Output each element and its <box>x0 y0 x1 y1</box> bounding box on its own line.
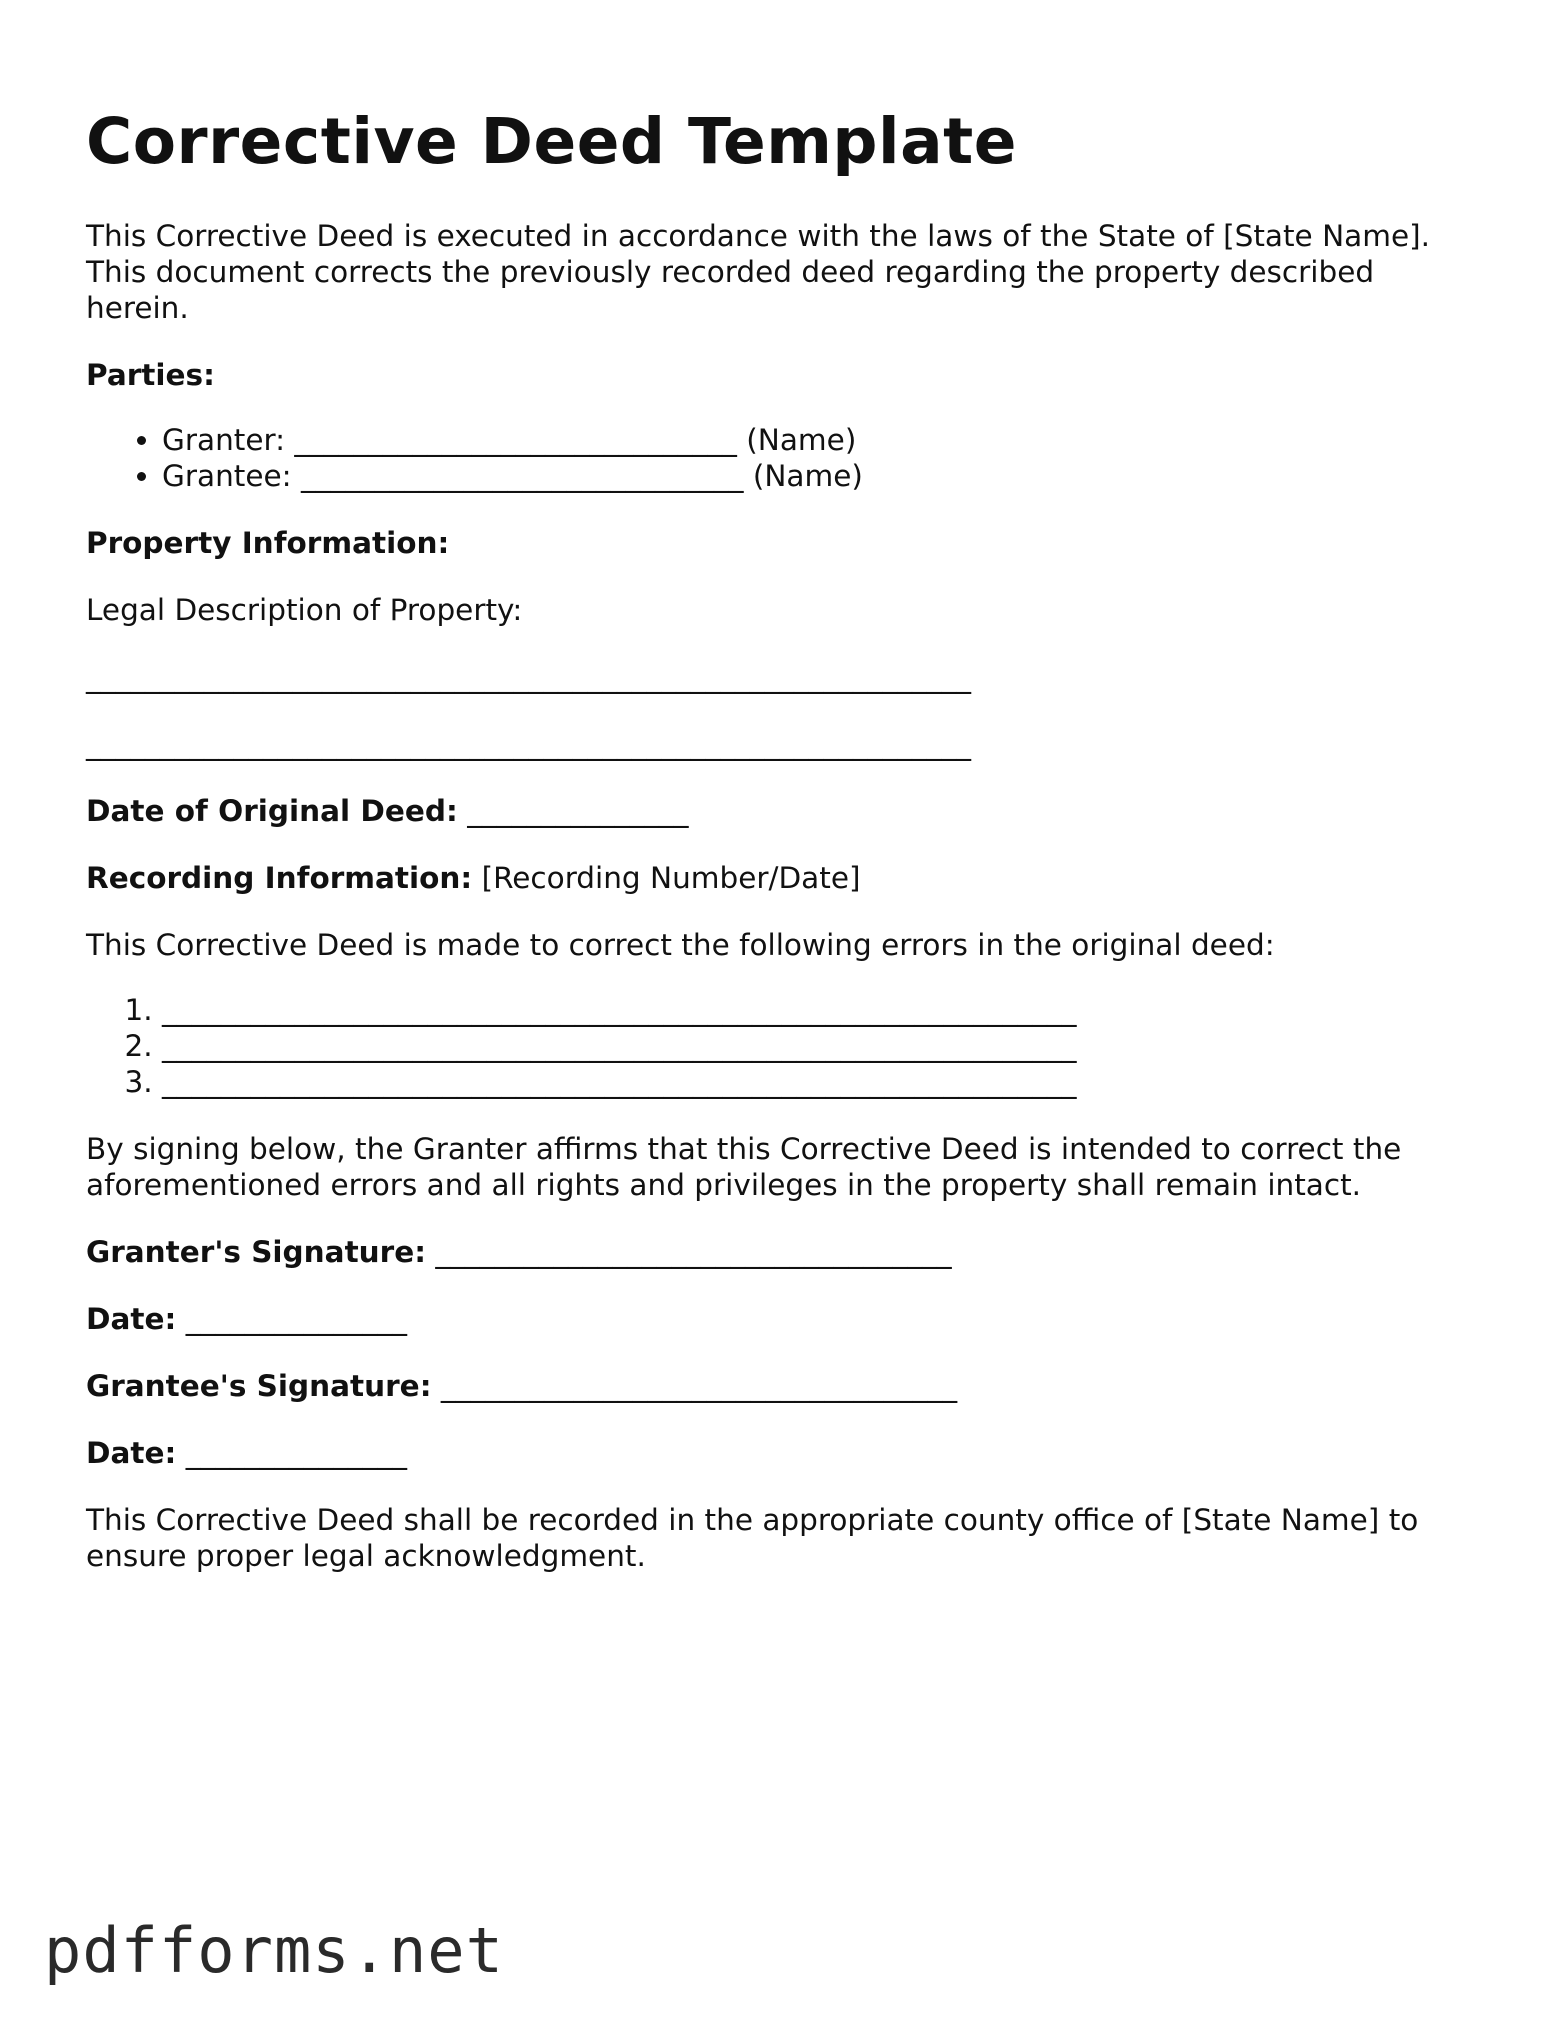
parties-heading: Parties: <box>86 358 215 392</box>
grantee-signature <box>86 1368 1486 1404</box>
intro-paragraph: This Corrective Deed is executed in accordance with the laws of the State of [State Name]. This document corrects the previously recorded deed regarding the property described herein. <box>86 219 1430 325</box>
document-page <box>86 104 1486 1605</box>
error-line-2: 2. ______________________________________________________________ <box>162 1028 1486 1064</box>
grantee-date-blank: _______________ <box>185 1436 407 1470</box>
grantee-signature-label: Grantee's Signature: <box>86 1369 432 1403</box>
granter-date-blank: _______________ <box>185 1302 407 1336</box>
errors-list <box>86 992 1486 1100</box>
granter-signature <box>86 1234 1486 1270</box>
granter-signature-label: Granter's Signature: <box>86 1235 427 1269</box>
granter-name-line: • Granter: ______________________________ (Name) <box>162 422 1486 458</box>
granter-signature-blank: ___________________________________ <box>435 1235 952 1269</box>
granter-date-label: Date: <box>86 1302 177 1336</box>
grantee-date <box>86 1435 1486 1471</box>
errors-intro: This Corrective Deed is made to correct the following errors in the original deed: <box>86 928 1275 962</box>
closing-paragraph: This Corrective Deed shall be recorded in the appropriate county office of [State Name] to ensure proper legal acknowledgment. <box>86 1503 1419 1573</box>
page-title: Corrective Deed Template <box>86 105 1017 178</box>
original-deed-date-label: Date of Original Deed: <box>86 794 458 828</box>
error-line-3: 3. ______________________________________________________________ <box>162 1064 1486 1100</box>
legal-description-line-1: ____________________________________________________________ <box>86 660 971 694</box>
granter-date <box>86 1301 1486 1337</box>
watermark-logo: pdfforms.net <box>44 1914 504 1987</box>
grantee-date-label: Date: <box>86 1436 177 1470</box>
affirmation-paragraph: By signing below, the Granter affirms that this Corrective Deed is intended to correct the aforementioned errors and all rights and privileges in the property shall remain intact. <box>86 1132 1402 1202</box>
recording-information-value: [Recording Number/Date] <box>481 861 861 895</box>
legal-description-label: Legal Description of Property: <box>86 593 523 627</box>
parties-list <box>86 422 1486 494</box>
property-heading: Property Information: <box>86 526 450 560</box>
original-deed-date-blank: _______________ <box>467 794 689 828</box>
error-line-1: 1. ______________________________________________________________ <box>162 992 1486 1028</box>
original-deed-date <box>86 793 1486 829</box>
legal-description-line-2: ____________________________________________________________ <box>86 727 971 761</box>
recording-information <box>86 860 1486 896</box>
recording-information-label: Recording Information: <box>86 861 473 895</box>
grantee-name-line: • Grantee: ______________________________ (Name) <box>162 458 1486 494</box>
grantee-signature-blank: ___________________________________ <box>440 1369 958 1403</box>
